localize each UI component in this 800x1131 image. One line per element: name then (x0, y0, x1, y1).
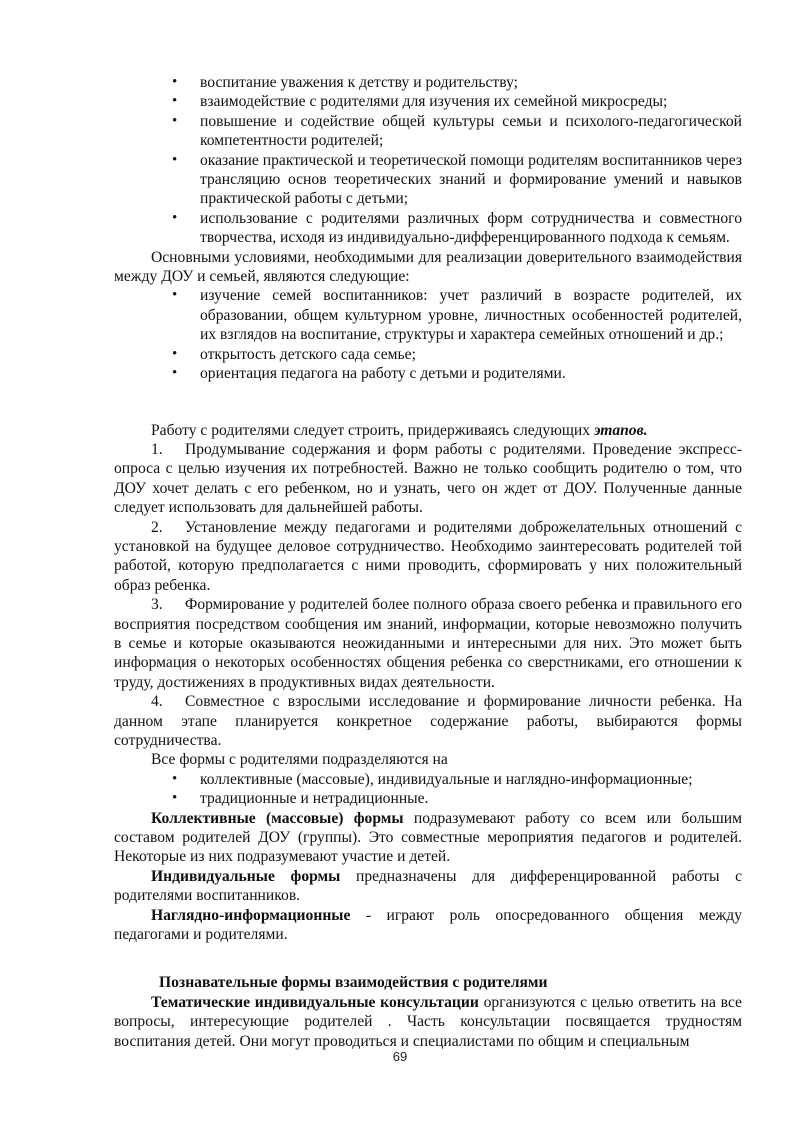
forms-intro: Все формы с родителями подразделяются на (151, 751, 448, 769)
individual-term: Индивидуальные формы (151, 867, 341, 885)
stages-intro (114, 421, 742, 440)
list-item: • повышение и содействие общей культуры семьи и психолого-педагогической компетентности родителей; (172, 112, 742, 151)
list-item: • изучение семей воспитанников: учет различий в возрасте родителей, их образовании, общем культурном уровне, личностных особенностей родителей, их взглядов на воспитание, структуры и характера семейных отношений и др.; (172, 286, 742, 344)
visual-forms-paragraph (114, 906, 742, 945)
list-item: • открытость детского сада семье; (172, 345, 742, 364)
stages-intro-text: Работу с родителями следует строить, придерживаясь следующих (151, 421, 591, 439)
collective-term: Коллективные (массовые) формы (151, 809, 404, 827)
consult-text: организуются с целью ответить на все вопросы, интересующие родителей . Часть консультации посвящается трудностям воспитания детей. Они могут проводиться и специалистами по общим и специальным (114, 993, 742, 1050)
spacer (114, 384, 742, 421)
consult-term: Тематические индивидуальные консультации (151, 993, 479, 1011)
stage-paragraph (114, 440, 742, 518)
list-item: • использование с родителями различных форм сотрудничества и совместного творчества, исходя из индивидуально-дифференцированного подхода к семьям. (172, 209, 742, 248)
list-item: • воспитание уважения к детству и родительству; (172, 73, 742, 92)
conditions-list (114, 286, 742, 383)
stage-text: Продумывание содержания и форм работы с родителями. Проведение экспресс-опроса с целью изучения их потребностей. Важно не только сообщить родителю о том, что ДОУ хочет делать с его ребенком, но и узнать, чего он ждет от ДОУ. Полученные данные следует использовать для дальнейшей работы. (114, 440, 742, 517)
list-item: • ориентация педагога на работу с детьми и родителями. (172, 364, 742, 383)
list-item: • оказание практической и теоретической помощи родителям воспитанников через трансляцию основ теоретических знаний и формирование умений и навыков практической работы с детьми; (172, 151, 742, 209)
stage-number: 2. (151, 518, 163, 536)
conditions-intro: Основными условиями, необходимыми для реализации доверительного взаимодействия между ДОУ и семьей, являются следующие: (114, 248, 742, 286)
visual-term: Наглядно-информационные (151, 906, 351, 924)
list-item: • традиционные и нетрадиционные. (172, 789, 742, 808)
list-item: • взаимодействие с родителями для изучения их семейной микросреды; (172, 92, 742, 111)
stage-paragraph (114, 692, 742, 750)
goals-list (114, 73, 742, 248)
stage-number: 4. (151, 693, 163, 711)
visual-text: - играют роль опосредованного общения между педагогами и родителями. (114, 906, 742, 944)
forms-list (114, 770, 742, 809)
individual-forms-paragraph (114, 867, 742, 906)
section-heading: Познавательные формы взаимодействия с родителями (159, 974, 548, 992)
stage-paragraph (114, 518, 742, 596)
page-number: 69 (392, 1049, 408, 1064)
stage-paragraph (114, 595, 742, 692)
stages-word: этапов. (593, 421, 648, 439)
consult-paragraph (114, 993, 742, 1051)
page-content (114, 73, 742, 1051)
spacer (114, 944, 742, 973)
collective-forms-paragraph (114, 809, 742, 867)
list-item: • коллективные (массовые), индивидуальные и наглядно-информационные; (172, 770, 742, 789)
stage-text: Установление между педагогами и родителями доброжелательных отношений с установкой на будущее деловое сотрудничество. Необходимо заинтересовать родителей той работой, которую предполагается с ними проводить, сформировать у них положительный образ ребенка. (114, 518, 742, 594)
individual-text: предназначены для дифференцированной работы с родителями воспитанников. (114, 867, 742, 905)
stage-number: 1. (151, 440, 163, 458)
stage-number: 3. (151, 596, 163, 614)
collective-text: подразумевают работу со всем или большим составом родителей ДОУ (группы). Это совместные мероприятия педагогов и родителей. Некоторые из них подразумевают участие и детей. (114, 809, 742, 866)
stage-text: Совместное с взрослыми исследование и формирование личности ребенка. На данном этапе планируется конкретное содержание работы, выбираются формы сотрудничества. (114, 693, 742, 749)
stage-text: Формирование у родителей более полного образа своего ребенка и правильного его восприятия посредством сообщения им знаний, информации, которые невозможно получить в семье и которые оказываются неожиданными и интересными для них. Это может быть информация о некоторых особенностях общения ребенка со сверстниками, его отношении к труду, достижениях в продуктивных видах деятельности. (114, 596, 742, 691)
